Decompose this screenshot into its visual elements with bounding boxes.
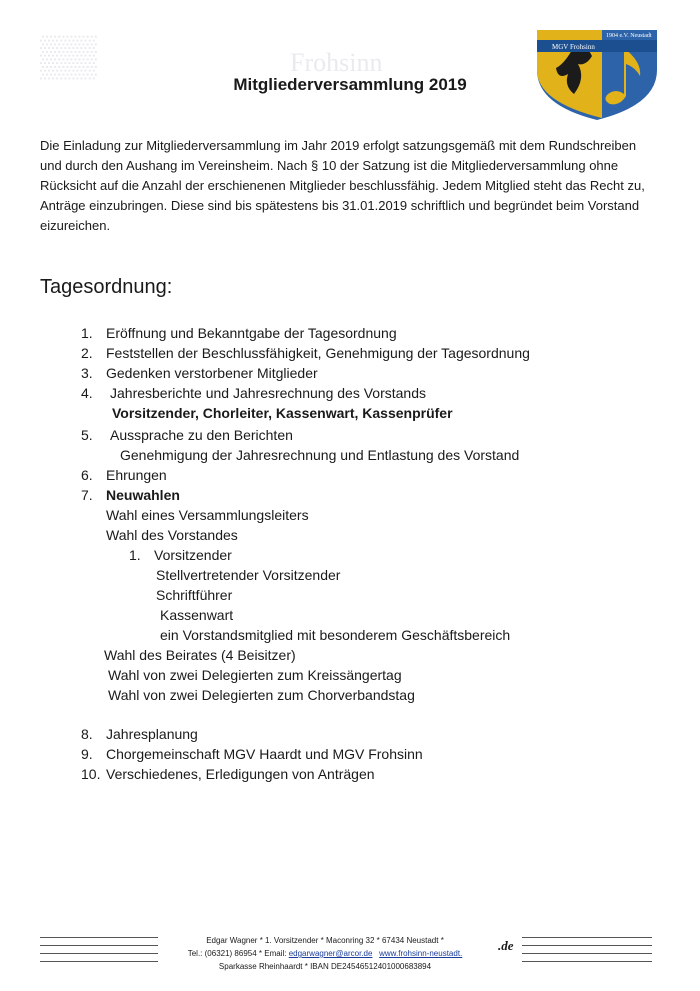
agenda-subitem: ein Vorstandsmitglied mit besonderem Geschäftsbereich — [160, 627, 511, 643]
footer — [160, 934, 490, 973]
agenda-item: Ehrungen — [106, 467, 167, 483]
agenda-number: 1. — [129, 547, 141, 563]
footer-rule — [40, 937, 158, 938]
footer-domain-suffix: .de — [498, 938, 514, 953]
agenda-subitem: Wahl von zwei Delegierten zum Kreissängertag — [108, 667, 402, 683]
footer-tel: Tel.: (06321) 86954 * Email: — [187, 949, 287, 958]
agenda-subitem: Kassenwart — [160, 607, 234, 623]
agenda-item: Neuwahlen — [106, 487, 180, 503]
footer-rule — [40, 945, 158, 946]
agenda-item: Gedenken verstorbener Mitglieder — [106, 365, 318, 381]
logo-text: MGV Frohsinn — [552, 43, 595, 51]
agenda-number: 2. — [81, 345, 93, 361]
agenda-heading: Tagesordnung: — [40, 276, 173, 298]
footer-rule — [522, 945, 652, 946]
agenda-item: Jahresplanung — [106, 726, 198, 742]
footer-rule — [40, 953, 158, 954]
footer-bank: Sparkasse Rheinhaardt * IBAN DE24546512401000683894 — [218, 962, 432, 971]
agenda-subitem: Genehmigung der Jahresrechnung und Entlastung des Vorstand — [120, 447, 520, 463]
agenda-subitem: Wahl des Vorstandes — [106, 527, 238, 543]
document-title: Mitgliederversammlung 2019 — [233, 75, 467, 94]
footer-rule — [522, 937, 652, 938]
agenda-subitem: Wahl des Beirates (4 Beisitzer) — [104, 647, 296, 663]
logo-year: 1904 e.V. Neustadt — [606, 33, 652, 39]
agenda-number: 5. — [81, 427, 93, 443]
agenda-number: 10. — [81, 766, 101, 782]
agenda-subitem: Vorsitzender — [154, 547, 232, 563]
agenda-item: Aussprache zu den Berichten — [110, 427, 293, 443]
footer-rule — [522, 953, 652, 954]
footer-email-link[interactable]: edgarwagner@arcor.de — [288, 949, 373, 958]
agenda-number: 4. — [81, 385, 93, 401]
footer-rule — [40, 961, 158, 962]
agenda-number: 7. — [81, 487, 93, 503]
agenda-subitem: Stellvertretender Vorsitzender — [156, 567, 341, 583]
agenda-item: Chorgemeinschaft MGV Haardt und MGV Frohsinn — [106, 746, 423, 762]
footer-contact — [160, 947, 490, 960]
footer-website-link[interactable]: www.frohsinn-neustadt. — [379, 949, 463, 958]
agenda-subitem: Wahl von zwei Delegierten zum Chorverbandstag — [108, 687, 415, 703]
agenda-subitem: Wahl eines Versammlungsleiters — [106, 507, 309, 523]
bleed-through-text: ▒▒ — [40, 33, 97, 78]
agenda-item: Eröffnung und Bekanntgabe der Tagesordnung — [106, 325, 397, 341]
agenda-number: 6. — [81, 467, 93, 483]
agenda-number: 9. — [81, 746, 93, 762]
intro-paragraph: Die Einladung zur Mitgliederversammlung im Jahr 2019 erfolgt satzungsgemäß mit dem Rundschreiben und durch den Aushang im Vereinsheim. Nach § 10 der Satzung ist die Mitgliederversammlung ohne Rücksicht auf die Anzahl der erschienenen Mitglieder beschlussfähig. Jedem Mitglied steht das Recht zu, Anträge einzubringen. Diese sind bis spätestens bis 31.01.2019 schriftlich und begründet beim Vorstand eizureichen. — [40, 138, 645, 233]
agenda-number: 3. — [81, 365, 93, 381]
bleed-through-text: Frohsinn — [290, 48, 383, 77]
footer-rule — [522, 961, 652, 962]
footer-address: Edgar Wagner * 1. Vorsitzender * Maconring 32 * 67434 Neustadt * — [206, 936, 444, 945]
agenda-item: Feststellen der Beschlussfähigkeit, Genehmigung der Tagesordnung — [106, 345, 530, 361]
agenda-number: 8. — [81, 726, 93, 742]
agenda-number: 1. — [81, 325, 93, 341]
agenda-item: Verschiedenes, Erledigungen von Anträgen — [106, 766, 375, 782]
agenda-subitem: Vorsitzender, Chorleiter, Kassenwart, Kassenprüfer — [112, 405, 453, 421]
agenda-subitem: Schriftführer — [156, 587, 233, 603]
agenda-item: Jahresberichte und Jahresrechnung des Vorstands — [110, 385, 426, 401]
